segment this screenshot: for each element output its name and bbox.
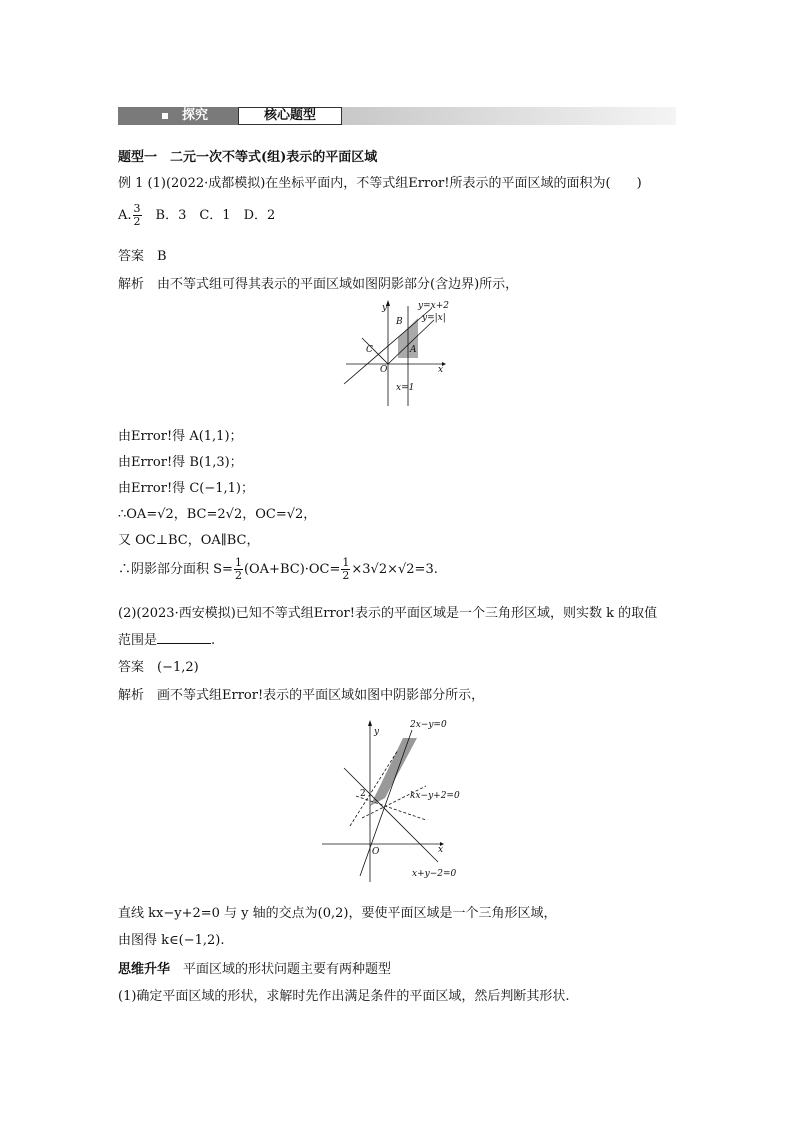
example-1-step-c: 由Error!得 C(−1,1)； [118, 481, 254, 496]
square-bullet-icon [162, 113, 168, 119]
thinking-item-1: (1)确定平面区域的形状，求解时先作出满足条件的平面区域，然后判断其形状. [118, 989, 570, 1004]
example-2-stem-line2: 范围是 . [118, 633, 216, 648]
line-2x-minus-y [360, 730, 412, 876]
example-2-stem-line1: (2)(2023·西安模拟)已知不等式组Error!表示的平面区域是一个三角形区域，则实数 k 的取值 [118, 606, 658, 621]
option-a-fraction: $\frac{3}{2}$ [133, 202, 141, 228]
fig2-label-line1: 2x−y=0 [410, 720, 447, 730]
fig1-point-b: B [396, 317, 403, 327]
figure-1 [338, 296, 458, 410]
example-1-stem: 例 1 (1)(2022·成都模拟)在坐标平面内，不等式组Error!所表示的平面区域的面积为( ) [118, 176, 642, 191]
thinking-title-rest: 平面区域的形状问题主要有两种题型 [170, 962, 392, 977]
example-1-answer: 答案 B [118, 249, 167, 264]
option-a-label: A. [118, 208, 132, 223]
fig2-label-line3: x+y−2=0 [412, 869, 457, 879]
y-axis-2-arrow-icon [368, 720, 372, 726]
example-1-step-e: 又 OC⊥BC，OA∥BC， [118, 533, 260, 548]
fig1-y-label: y [382, 303, 388, 313]
example-2-step-a: 直线 kx−y+2=0 与 y 轴的交点为(0,2)，要使平面区域是一个三角形区域， [118, 906, 557, 921]
fig2-origin-label: O [372, 847, 380, 857]
example-1-step-b: 由Error!得 B(1,3)； [118, 455, 243, 470]
fig2-x-label: x [438, 845, 444, 855]
banner-tag [118, 107, 238, 125]
fig1-label-line2: y=|x| [422, 313, 446, 323]
fig1-point-c: C [366, 345, 373, 355]
fig2-y-label: y [374, 727, 380, 737]
banner-left-label: 探究 [182, 108, 209, 123]
area-fraction-1: $\frac{1}{2}$ [234, 556, 242, 582]
banner-right-label: 核心题型 [238, 107, 342, 125]
figure-2 [320, 712, 470, 884]
example-2-step-b: 由图得 k∈(−1,2). [118, 933, 225, 948]
example-1-analysis: 解析 由不等式组可得其表示的平面区域如图阴影部分(含边界)所示， [118, 277, 519, 292]
fig1-origin-label: O [380, 365, 388, 375]
area-fraction-2: $\frac{1}{2}$ [342, 556, 350, 582]
example-1-options [118, 203, 275, 228]
example-1-area-formula: ∴阴影部分面积 S= $\frac{1}{2}$ (OA+BC)·OC= $\frac{1}{2}$ ×3√2×√2=3. [118, 556, 438, 582]
example-2-analysis: 解析 画不等式组Error!表示的平面区域如图中阴影部分所示， [118, 688, 485, 703]
example-1-step-a: 由Error!得 A(1,1)； [118, 429, 243, 444]
fig1-label-line1: y=x+2 [418, 301, 449, 311]
fig1-x-label: x [438, 365, 444, 375]
fig1-label-line3: x=1 [396, 383, 415, 393]
thinking-title: 思维升华 [118, 962, 171, 977]
fig2-label-line2: kx−y+2=0 [410, 791, 460, 801]
thinking-heading [118, 958, 391, 977]
example-1-step-d: ∴OA=√2，BC=2√2，OC=√2， [118, 507, 317, 522]
example-2-answer: 答案 (−1,2) [118, 660, 199, 675]
fig1-point-a: A [410, 345, 417, 355]
answer-blank [157, 631, 211, 644]
fig2-intercept-label: 2 [360, 789, 366, 799]
options-rest: B．3 C．1 D．2 [142, 208, 276, 223]
section-title: 题型一 二元一次不等式(组)表示的平面区域 [118, 150, 378, 165]
